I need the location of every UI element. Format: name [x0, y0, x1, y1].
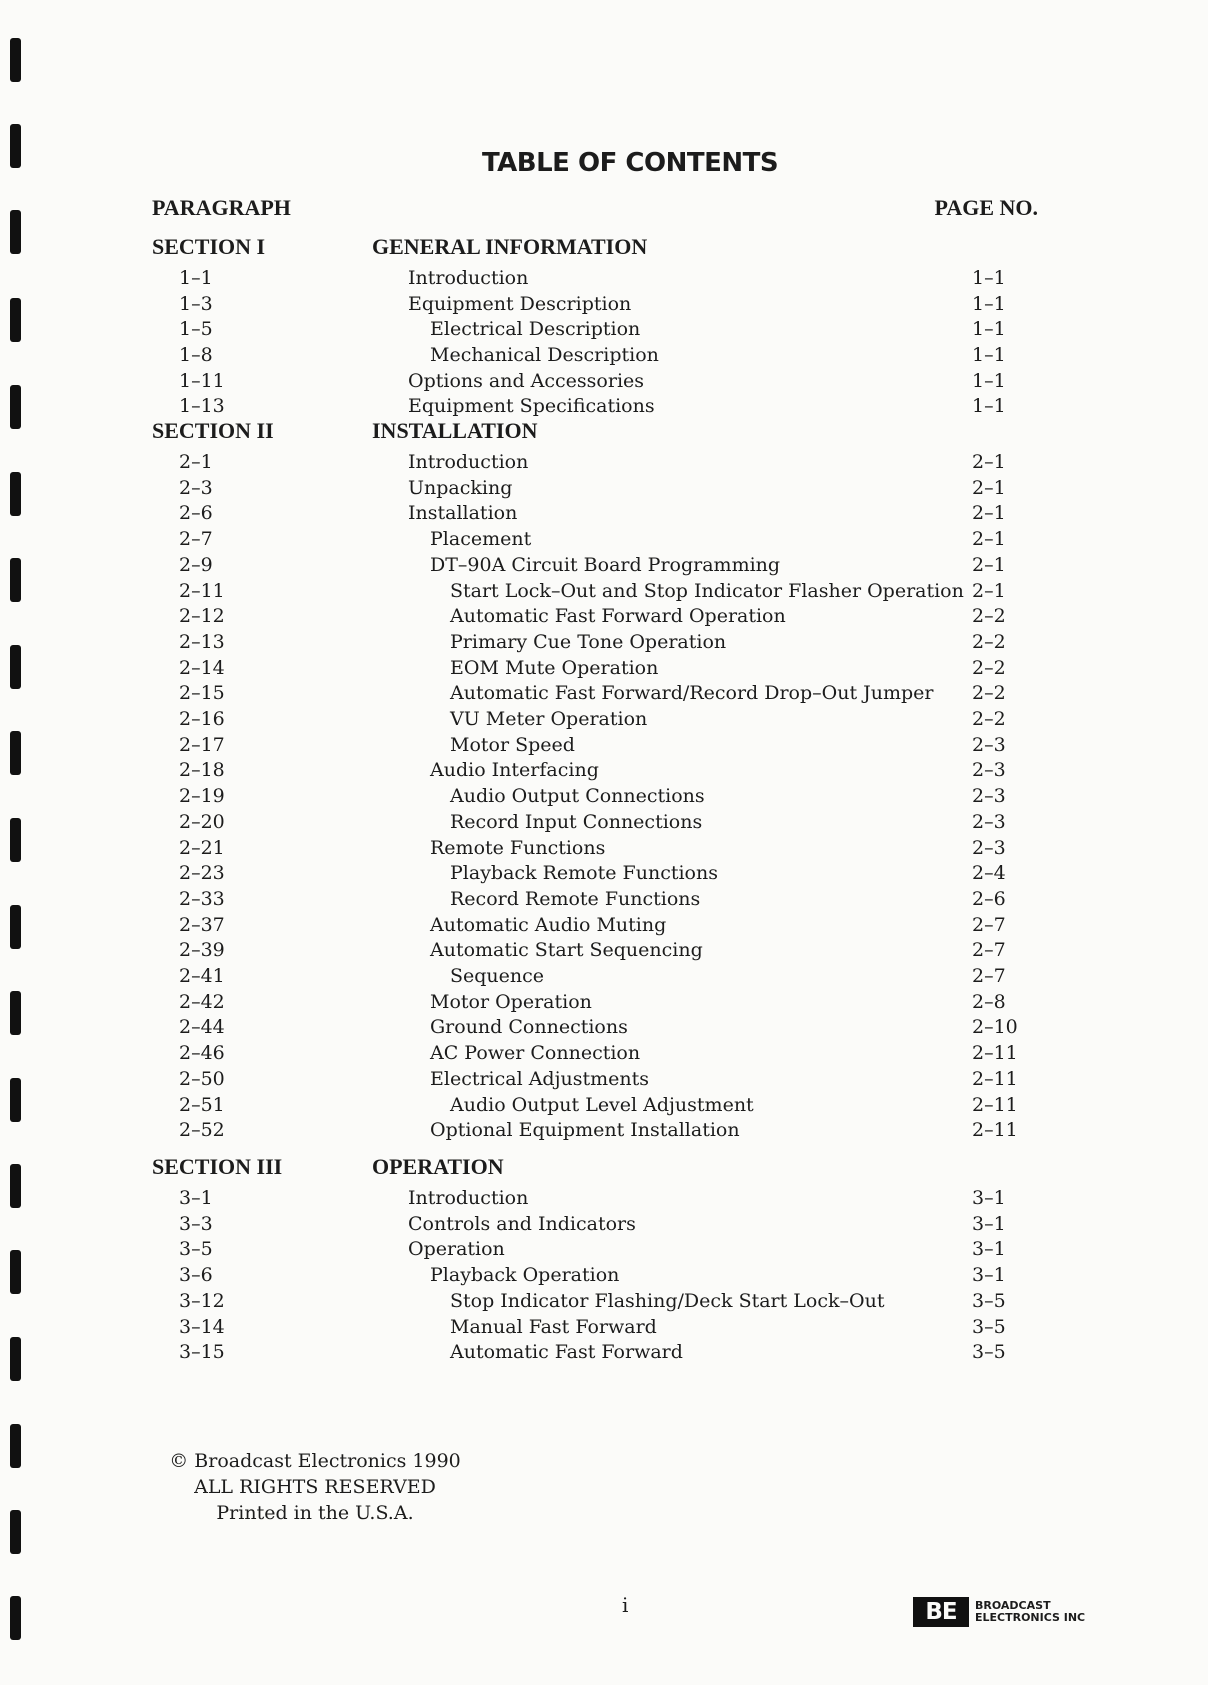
paragraph-number: 2–50	[179, 1068, 225, 1090]
toc-entry-row	[0, 267, 1208, 293]
paragraph-number: 2–46	[179, 1042, 225, 1064]
section-title: GENERAL INFORMATION	[372, 234, 648, 259]
entry-page-number: 3–1	[972, 1213, 1006, 1235]
toc-entry-row	[0, 708, 1208, 734]
toc-entry-row	[0, 293, 1208, 319]
toc-entry-row	[0, 318, 1208, 344]
entry-page-number: 1–1	[972, 318, 1006, 340]
logo-line-2: ELECTRONICS INC	[975, 1611, 1086, 1624]
entry-title: Optional Equipment Installation	[430, 1119, 740, 1141]
toc-entry-row	[0, 1290, 1208, 1316]
entry-page-number: 2–7	[972, 939, 1006, 961]
entry-page-number: 2–7	[972, 914, 1006, 936]
entry-page-number: 2–2	[972, 631, 1006, 653]
paragraph-number: 3–5	[179, 1238, 213, 1260]
entry-page-number: 1–1	[972, 370, 1006, 392]
paragraph-number: 2–18	[179, 759, 225, 781]
binder-hole	[10, 1596, 21, 1640]
entry-page-number: 2–6	[972, 888, 1006, 910]
toc-entry-row	[0, 477, 1208, 503]
toc-entry-row	[0, 939, 1208, 965]
logo-mark: BE	[913, 1597, 969, 1627]
entry-title: Playback Remote Functions	[450, 862, 718, 884]
paragraph-number: 3–1	[179, 1187, 213, 1209]
entry-title: Motor Operation	[430, 991, 592, 1013]
entry-page-number: 2–1	[972, 554, 1006, 576]
section-title: INSTALLATION	[372, 418, 538, 443]
entry-page-number: 2–11	[972, 1119, 1018, 1141]
copyright-block	[150, 1448, 480, 1526]
toc-entry-row	[0, 1213, 1208, 1239]
entry-page-number: 2–7	[972, 965, 1006, 987]
paragraph-number: 3–14	[179, 1316, 225, 1338]
toc-entry-row	[0, 528, 1208, 554]
toc-entry-row	[0, 1264, 1208, 1290]
paragraph-number: 2–12	[179, 605, 225, 627]
paragraph-number: 2–9	[179, 554, 213, 576]
paragraph-number: 1–8	[179, 344, 213, 366]
page-title: TABLE OF CONTENTS	[481, 148, 779, 178]
paragraph-number: 1–11	[179, 370, 225, 392]
paragraph-number: 2–11	[179, 580, 225, 602]
entry-title: Automatic Fast Forward Operation	[450, 605, 786, 627]
entry-title: Audio Output Connections	[450, 785, 705, 807]
paragraph-number: 2–42	[179, 991, 225, 1013]
paragraph-number: 2–14	[179, 657, 225, 679]
copyright-line: © Broadcast Electronics 1990	[169, 1450, 461, 1472]
entry-page-number: 2–10	[972, 1016, 1018, 1038]
paragraph-number: 2–39	[179, 939, 225, 961]
paragraph-number: 2–17	[179, 734, 225, 756]
entry-title: Equipment Description	[408, 293, 632, 315]
toc-entry-row	[0, 914, 1208, 940]
toc-entry-row	[0, 811, 1208, 837]
printed-line: Printed in the U.S.A.	[216, 1502, 414, 1524]
toc-entry-row	[0, 759, 1208, 785]
entry-title: Mechanical Description	[430, 344, 659, 366]
toc-entry-row	[0, 502, 1208, 528]
entry-page-number: 2–4	[972, 862, 1006, 884]
logo-line-1: BROADCAST	[975, 1599, 1051, 1612]
entry-page-number: 3–1	[972, 1187, 1006, 1209]
entry-page-number: 2–2	[972, 657, 1006, 679]
entry-title: Motor Speed	[450, 734, 575, 756]
toc-entry-row	[0, 682, 1208, 708]
entry-page-number: 3–1	[972, 1264, 1006, 1286]
paragraph-column-header: PARAGRAPH	[152, 195, 291, 220]
page-number: i	[622, 1593, 629, 1617]
entry-title: Operation	[408, 1238, 505, 1260]
entry-title: Automatic Start Sequencing	[430, 939, 703, 961]
paragraph-number: 3–6	[179, 1264, 213, 1286]
section-label: SECTION I	[152, 234, 266, 259]
toc-entry-row	[0, 554, 1208, 580]
entry-page-number: 2–2	[972, 682, 1006, 704]
toc-entry-row	[0, 370, 1208, 396]
entry-page-number: 1–1	[972, 395, 1006, 417]
logo-text	[975, 1600, 1085, 1624]
paragraph-number: 1–3	[179, 293, 213, 315]
entry-title: Introduction	[408, 267, 529, 289]
entry-page-number: 2–2	[972, 708, 1006, 730]
entry-title: Sequence	[450, 965, 545, 987]
section-heading-row	[0, 234, 1208, 260]
binder-hole	[10, 1424, 21, 1468]
entry-title: Equipment Specifications	[408, 395, 655, 417]
toc-entry-row	[0, 1238, 1208, 1264]
paragraph-number: 2–20	[179, 811, 225, 833]
toc-entry-row	[0, 1068, 1208, 1094]
section-heading-row	[0, 1154, 1208, 1180]
entry-title: Automatic Audio Muting	[430, 914, 667, 936]
entry-page-number: 1–1	[972, 267, 1006, 289]
entry-title: VU Meter Operation	[450, 708, 648, 730]
entry-title: Playback Operation	[430, 1264, 620, 1286]
paragraph-number: 2–13	[179, 631, 225, 653]
paragraph-number: 1–1	[179, 267, 213, 289]
broadcast-electronics-logo	[913, 1594, 1085, 1630]
toc-entry-row	[0, 734, 1208, 760]
entry-page-number: 2–2	[972, 605, 1006, 627]
toc-entry-row	[0, 888, 1208, 914]
entry-title: Options and Accessories	[408, 370, 645, 392]
paragraph-number: 3–3	[179, 1213, 213, 1235]
paragraph-number: 2–7	[179, 528, 213, 550]
entry-page-number: 2–3	[972, 734, 1006, 756]
toc-entry-row	[0, 344, 1208, 370]
entry-title: Record Remote Functions	[450, 888, 701, 910]
entry-page-number: 3–1	[972, 1238, 1006, 1260]
entry-title: Unpacking	[408, 477, 513, 499]
entry-title: Introduction	[408, 451, 529, 473]
entry-title: Automatic Fast Forward/Record Drop–Out Jumper	[450, 682, 934, 704]
toc-entry-row	[0, 1316, 1208, 1342]
entry-title: Record Input Connections	[450, 811, 703, 833]
entry-title: Introduction	[408, 1187, 529, 1209]
paragraph-number: 1–13	[179, 395, 225, 417]
toc-entry-row	[0, 631, 1208, 657]
paragraph-number: 2–19	[179, 785, 225, 807]
entry-title: Primary Cue Tone Operation	[450, 631, 727, 653]
entry-page-number: 2–1	[972, 477, 1006, 499]
entry-page-number: 1–1	[972, 293, 1006, 315]
entry-title: Controls and Indicators	[408, 1213, 636, 1235]
entry-title: Installation	[408, 502, 518, 524]
toc-entry-row	[0, 1016, 1208, 1042]
paragraph-number: 2–23	[179, 862, 225, 884]
page-number-column-header: PAGE NO.	[934, 195, 1038, 220]
binder-hole	[10, 1510, 21, 1554]
paragraph-number: 2–3	[179, 477, 213, 499]
toc-entry-row	[0, 965, 1208, 991]
paragraph-number: 2–15	[179, 682, 225, 704]
entry-title: Remote Functions	[430, 837, 606, 859]
entry-title: Electrical Description	[430, 318, 641, 340]
paragraph-number: 2–44	[179, 1016, 225, 1038]
toc-entry-row	[0, 837, 1208, 863]
toc-entry-row	[0, 991, 1208, 1017]
paragraph-number: 2–16	[179, 708, 225, 730]
entry-title: Electrical Adjustments	[430, 1068, 649, 1090]
entry-page-number: 3–5	[972, 1341, 1006, 1363]
entry-title: Placement	[430, 528, 532, 550]
entry-title: DT–90A Circuit Board Programming	[430, 554, 781, 576]
toc-entry-row	[0, 1119, 1208, 1145]
entry-page-number: 2–1	[972, 451, 1006, 473]
entry-page-number: 2–11	[972, 1094, 1018, 1116]
rights-line: ALL RIGHTS RESERVED	[194, 1476, 436, 1498]
entry-page-number: 2–11	[972, 1042, 1018, 1064]
paragraph-number: 2–1	[179, 451, 213, 473]
entry-page-number: 2–1	[972, 580, 1006, 602]
section-heading-row	[0, 418, 1208, 444]
entry-page-number: 3–5	[972, 1316, 1006, 1338]
paragraph-number: 2–6	[179, 502, 213, 524]
binder-hole	[10, 38, 21, 82]
entry-page-number: 2–3	[972, 811, 1006, 833]
paragraph-number: 2–21	[179, 837, 225, 859]
toc-entry-row	[0, 451, 1208, 477]
entry-page-number: 2–11	[972, 1068, 1018, 1090]
entry-title: Manual Fast Forward	[450, 1316, 657, 1338]
toc-entry-row	[0, 1042, 1208, 1068]
entry-page-number: 2–1	[972, 502, 1006, 524]
toc-entry-row	[0, 657, 1208, 683]
paragraph-number: 3–12	[179, 1290, 225, 1312]
entry-title: Audio Interfacing	[430, 759, 599, 781]
entry-page-number: 2–3	[972, 785, 1006, 807]
section-title: OPERATION	[372, 1154, 504, 1179]
toc-entry-row	[0, 1187, 1208, 1213]
paragraph-number: 2–41	[179, 965, 225, 987]
entry-page-number: 2–3	[972, 837, 1006, 859]
entry-page-number: 2–1	[972, 528, 1006, 550]
paragraph-number: 2–51	[179, 1094, 225, 1116]
entry-page-number: 1–1	[972, 344, 1006, 366]
entry-title: Stop Indicator Flashing/Deck Start Lock–Out	[450, 1290, 885, 1312]
entry-title: EOM Mute Operation	[450, 657, 659, 679]
toc-entry-row	[0, 605, 1208, 631]
toc-entry-row	[0, 1341, 1208, 1367]
entry-title: AC Power Connection	[430, 1042, 641, 1064]
entry-title: Automatic Fast Forward	[450, 1341, 683, 1363]
entry-title: Start Lock–Out and Stop Indicator Flasher Operation	[450, 580, 964, 602]
paragraph-number: 3–15	[179, 1341, 225, 1363]
toc-entry-row	[0, 862, 1208, 888]
entry-page-number: 3–5	[972, 1290, 1006, 1312]
entry-title: Audio Output Level Adjustment	[450, 1094, 754, 1116]
paragraph-number: 1–5	[179, 318, 213, 340]
section-label: SECTION III	[152, 1154, 283, 1179]
toc-entry-row	[0, 1094, 1208, 1120]
entry-page-number: 2–8	[972, 991, 1006, 1013]
paragraph-number: 2–33	[179, 888, 225, 910]
section-label: SECTION II	[152, 418, 274, 443]
paragraph-number: 2–52	[179, 1119, 225, 1141]
paragraph-number: 2–37	[179, 914, 225, 936]
toc-entry-row	[0, 580, 1208, 606]
entry-page-number: 2–3	[972, 759, 1006, 781]
entry-title: Ground Connections	[430, 1016, 628, 1038]
toc-entry-row	[0, 785, 1208, 811]
